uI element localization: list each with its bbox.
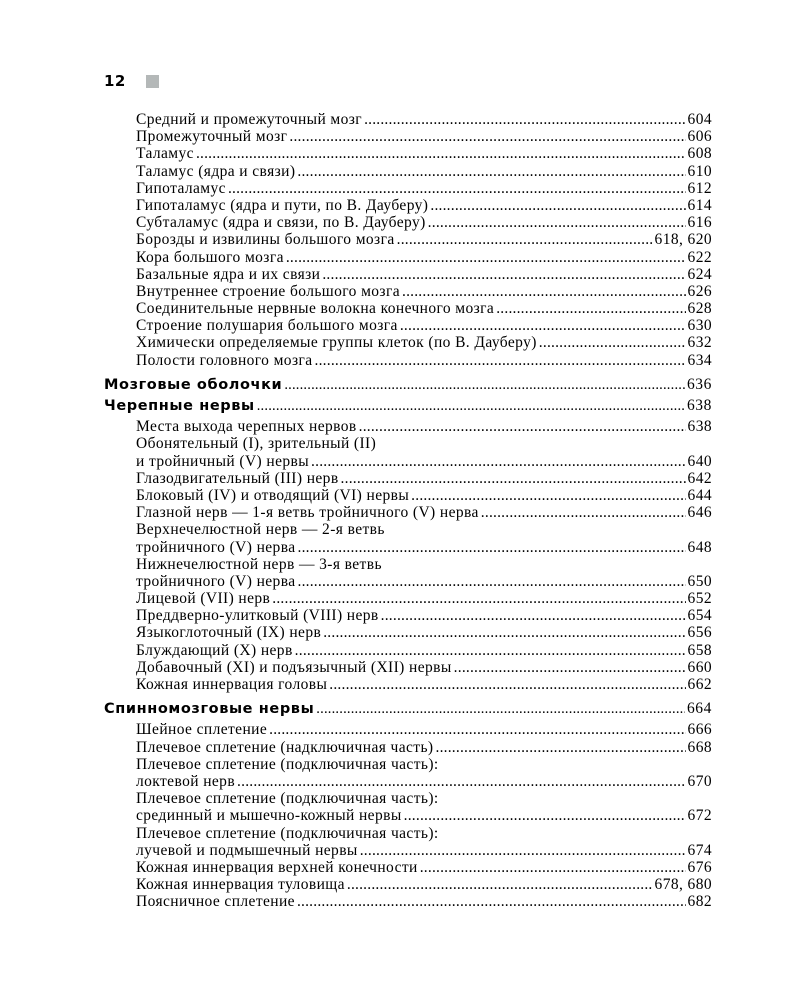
toc-entry (104, 642, 712, 659)
dot-leader (289, 128, 685, 145)
toc-entry (104, 249, 712, 266)
dot-leader (316, 701, 685, 718)
toc-entry-title: Преддверно-улитковый (VIII) нерв (136, 607, 379, 625)
toc-entry-page: 650 (687, 572, 712, 590)
toc-entry (104, 470, 712, 487)
toc-entry-title: Внутреннее строение большого мозга (136, 282, 400, 300)
toc-entry-title: Места выхода черепных нервов (136, 418, 357, 436)
toc-entry (104, 893, 712, 910)
toc-entry-page: 644 (687, 486, 712, 504)
toc-entry (104, 659, 712, 676)
toc-entry-page: 658 (687, 641, 712, 659)
toc-entry-page: 628 (687, 300, 712, 318)
toc-section-title: Мозговые оболочки (104, 376, 283, 393)
page-number: 12 (104, 72, 126, 90)
dot-leader (539, 334, 686, 351)
toc-entry (104, 721, 712, 738)
dot-leader (397, 231, 653, 248)
toc-entry-title: Субталамус (ядра и связи, по В. Дауберу) (136, 214, 426, 232)
toc-entry-page: 626 (687, 282, 712, 300)
dot-leader (359, 418, 686, 435)
dot-leader (257, 398, 685, 415)
toc-entry-title: Плечевое сплетение (подключичная часть): (136, 824, 439, 842)
toc-entry-title: Кора большого мозга (136, 248, 284, 266)
toc-entry-title: Строение полушария большого мозга (136, 317, 398, 335)
toc-entry-page: 676 (687, 858, 712, 876)
toc-entry (104, 111, 712, 128)
toc-entry-page: 662 (687, 676, 712, 693)
dot-leader (404, 807, 686, 824)
toc-entry-title: Химически определяемые группы клеток (по В. Дауберу) (136, 334, 537, 352)
dot-leader (436, 739, 686, 756)
toc-entry-title: Глазной нерв — 1-я ветвь тройничного (V) нерва (136, 504, 479, 522)
toc-entry (104, 624, 712, 641)
toc-entry-continuation (104, 556, 712, 573)
toc-entry-page: 678, 680 (654, 876, 712, 894)
toc-entry (104, 283, 712, 300)
toc-entry-title: срединный и мышечно-кожный нервы (136, 807, 402, 825)
toc-entry-continuation (104, 790, 712, 807)
toc-entry-title: Глазодвигательный (III) нерв (136, 469, 339, 487)
dot-leader (315, 352, 686, 369)
toc-entry (104, 145, 712, 162)
toc-entry-title: Гипоталамус (ядра и пути, по В. Дауберу) (136, 196, 429, 214)
toc-entry (104, 607, 712, 624)
toc-entry-page: 666 (687, 721, 712, 739)
toc-entry (104, 266, 712, 283)
toc-entry-title: Лицевой (VII) нерв (136, 590, 271, 608)
toc-entry-title: локтевой нерв (136, 772, 236, 790)
toc-entry (104, 676, 712, 693)
toc-section-page: 636 (686, 375, 712, 393)
dot-leader (428, 214, 686, 231)
toc-entry (104, 590, 712, 607)
toc-entry (104, 163, 712, 180)
toc-entry (104, 352, 712, 369)
toc-entry-title: Языкоглоточный (IX) нерв (136, 624, 322, 642)
toc-entry-title: и тройничный (V) нервы (136, 452, 310, 470)
toc-entry (104, 807, 712, 824)
toc-entry-page: 606 (687, 128, 712, 146)
dot-leader (481, 504, 686, 521)
toc-section-page: 664 (686, 700, 712, 718)
toc-entry (104, 197, 712, 214)
toc-entry-title: Шейное сплетение (136, 721, 268, 739)
toc-entry (104, 739, 712, 756)
toc-entry-title: Плечевое сплетение (подключичная часть): (136, 790, 439, 808)
toc-entry-page: 646 (687, 504, 712, 522)
dot-leader (360, 842, 686, 859)
toc-entry-continuation (104, 521, 712, 538)
toc-entry-title: Нижнечелюстной нерв — 3-я ветвь (136, 555, 382, 573)
toc-entry (104, 418, 712, 435)
dot-leader (196, 145, 686, 162)
toc-entry (104, 231, 712, 248)
toc-entry-title: Кожная иннервация головы (136, 676, 328, 693)
dot-leader (298, 539, 686, 556)
toc-entry (104, 539, 712, 556)
toc-entry-title: Верхнечелюстной нерв — 2-я ветвь (136, 521, 385, 539)
toc-entry-page: 608 (687, 145, 712, 163)
dot-leader (297, 893, 686, 910)
toc-entry-page: 622 (687, 248, 712, 266)
dot-leader (329, 676, 685, 693)
toc-entry-page: 618, 620 (654, 231, 712, 249)
toc-entry-title: Кожная иннервация верхней конечности (136, 858, 418, 876)
toc-entry-title: Таламус (136, 145, 194, 163)
toc-entry-title: Плечевое сплетение (надключичная часть) (136, 738, 434, 756)
toc-entry-title: Полости головного мозга (136, 351, 313, 369)
dot-leader (298, 573, 686, 590)
dot-leader (286, 249, 686, 266)
toc-section-cranial-nerves (104, 397, 712, 414)
toc-entry-page: 638 (687, 418, 712, 436)
toc-entry (104, 180, 712, 197)
toc-entry-title: Борозды и извилины большого мозга (136, 231, 395, 249)
dot-leader (295, 642, 686, 659)
toc-entry-title: лучевой и подмышечный нервы (136, 841, 358, 859)
toc-section-page: 638 (686, 397, 712, 414)
toc-entry (104, 773, 712, 790)
toc-entry-title: Соединительные нервные волокна конечного мозга (136, 300, 495, 318)
toc-entry-page: 672 (687, 807, 712, 825)
dot-leader (430, 197, 685, 214)
dot-leader (381, 607, 686, 624)
toc-entry-page: 616 (687, 214, 712, 232)
toc-entry-title: Блоковый (IV) и отводящий (VI) нервы (136, 486, 410, 504)
toc-entry-title: Промежуточный мозг (136, 128, 288, 146)
toc-entry-page: 654 (687, 607, 712, 625)
toc-entry-title: Блуждающий (X) нерв (136, 641, 293, 659)
dot-leader (237, 773, 686, 790)
toc-section-title: Черепные нервы (104, 398, 255, 414)
toc-entry-title: Добавочный (XI) и подъязычный (XII) нервы (136, 658, 452, 676)
toc-entry (104, 128, 712, 145)
toc-entry-title: Поясничное сплетение (136, 893, 295, 911)
dot-leader (297, 163, 685, 180)
dot-leader (269, 721, 685, 738)
toc-entry-page: 624 (687, 265, 712, 283)
toc-entry (104, 300, 712, 317)
toc-entry-continuation (104, 825, 712, 842)
toc-entry (104, 214, 712, 231)
toc-entry (104, 504, 712, 521)
toc-entry-page: 648 (687, 538, 712, 556)
toc-entry-page: 670 (687, 772, 712, 790)
toc-entry-title: тройничного (V) нерва (136, 572, 296, 590)
toc-entry (104, 487, 712, 504)
dot-leader (454, 659, 686, 676)
toc-entry-page: 642 (687, 469, 712, 487)
toc-section-spinal-nerves (104, 700, 712, 717)
toc-entry-title: Базальные ядра и их связи (136, 265, 321, 283)
dot-leader (420, 859, 686, 876)
toc-section-title: Спинномозговые нервы (104, 701, 315, 718)
dot-leader (496, 300, 685, 317)
toc-entry-title: Таламус (ядра и связи) (136, 162, 296, 180)
toc-entry-page: 612 (687, 179, 712, 197)
toc-section-meninges (104, 376, 712, 393)
toc-entry-page: 656 (687, 624, 712, 642)
toc-entry (104, 876, 712, 893)
toc-entry-page: 668 (687, 738, 712, 756)
toc-entry (104, 334, 712, 351)
toc-entry (104, 842, 712, 859)
toc-entry-title: тройничного (V) нерва (136, 538, 296, 556)
toc-entry (104, 573, 712, 590)
toc-entry-page: 630 (687, 317, 712, 335)
toc-entry-page: 632 (687, 334, 712, 352)
dot-leader (402, 283, 686, 300)
toc-entry (104, 453, 712, 470)
dot-leader (284, 377, 685, 394)
dot-leader (411, 487, 685, 504)
table-of-contents (104, 111, 712, 910)
toc-entry-page: 682 (687, 893, 712, 911)
toc-entry (104, 859, 712, 876)
dot-leader (323, 624, 685, 641)
toc-entry-page: 640 (687, 452, 712, 470)
toc-entry-page: 634 (687, 351, 712, 369)
toc-entry-title: Плечевое сплетение (подключичная часть): (136, 755, 439, 773)
dot-leader (347, 876, 653, 893)
toc-entry-continuation (104, 435, 712, 452)
dot-leader (341, 470, 686, 487)
page-marker-square (146, 75, 159, 88)
page-header (104, 72, 159, 90)
toc-entry-page: 604 (687, 111, 712, 128)
toc-entry-page: 652 (687, 590, 712, 608)
toc-entry-page: 610 (687, 162, 712, 180)
dot-leader (311, 453, 686, 470)
toc-entry-page: 660 (687, 658, 712, 676)
dot-leader (364, 111, 685, 128)
toc-entry-title: Кожная иннервация туловища (136, 876, 345, 894)
toc-entry (104, 317, 712, 334)
toc-entry-page: 674 (687, 841, 712, 859)
dot-leader (400, 317, 686, 334)
dot-leader (322, 266, 685, 283)
dot-leader (272, 590, 685, 607)
toc-entry-page: 614 (687, 196, 712, 214)
toc-entry-title: Гипоталамус (136, 179, 226, 197)
dot-leader (228, 180, 686, 197)
toc-entry-continuation (104, 756, 712, 773)
toc-entry-title: Обонятельный (I), зрительный (II) (136, 435, 377, 453)
toc-entry-title: Средний и промежуточный мозг (136, 111, 363, 128)
